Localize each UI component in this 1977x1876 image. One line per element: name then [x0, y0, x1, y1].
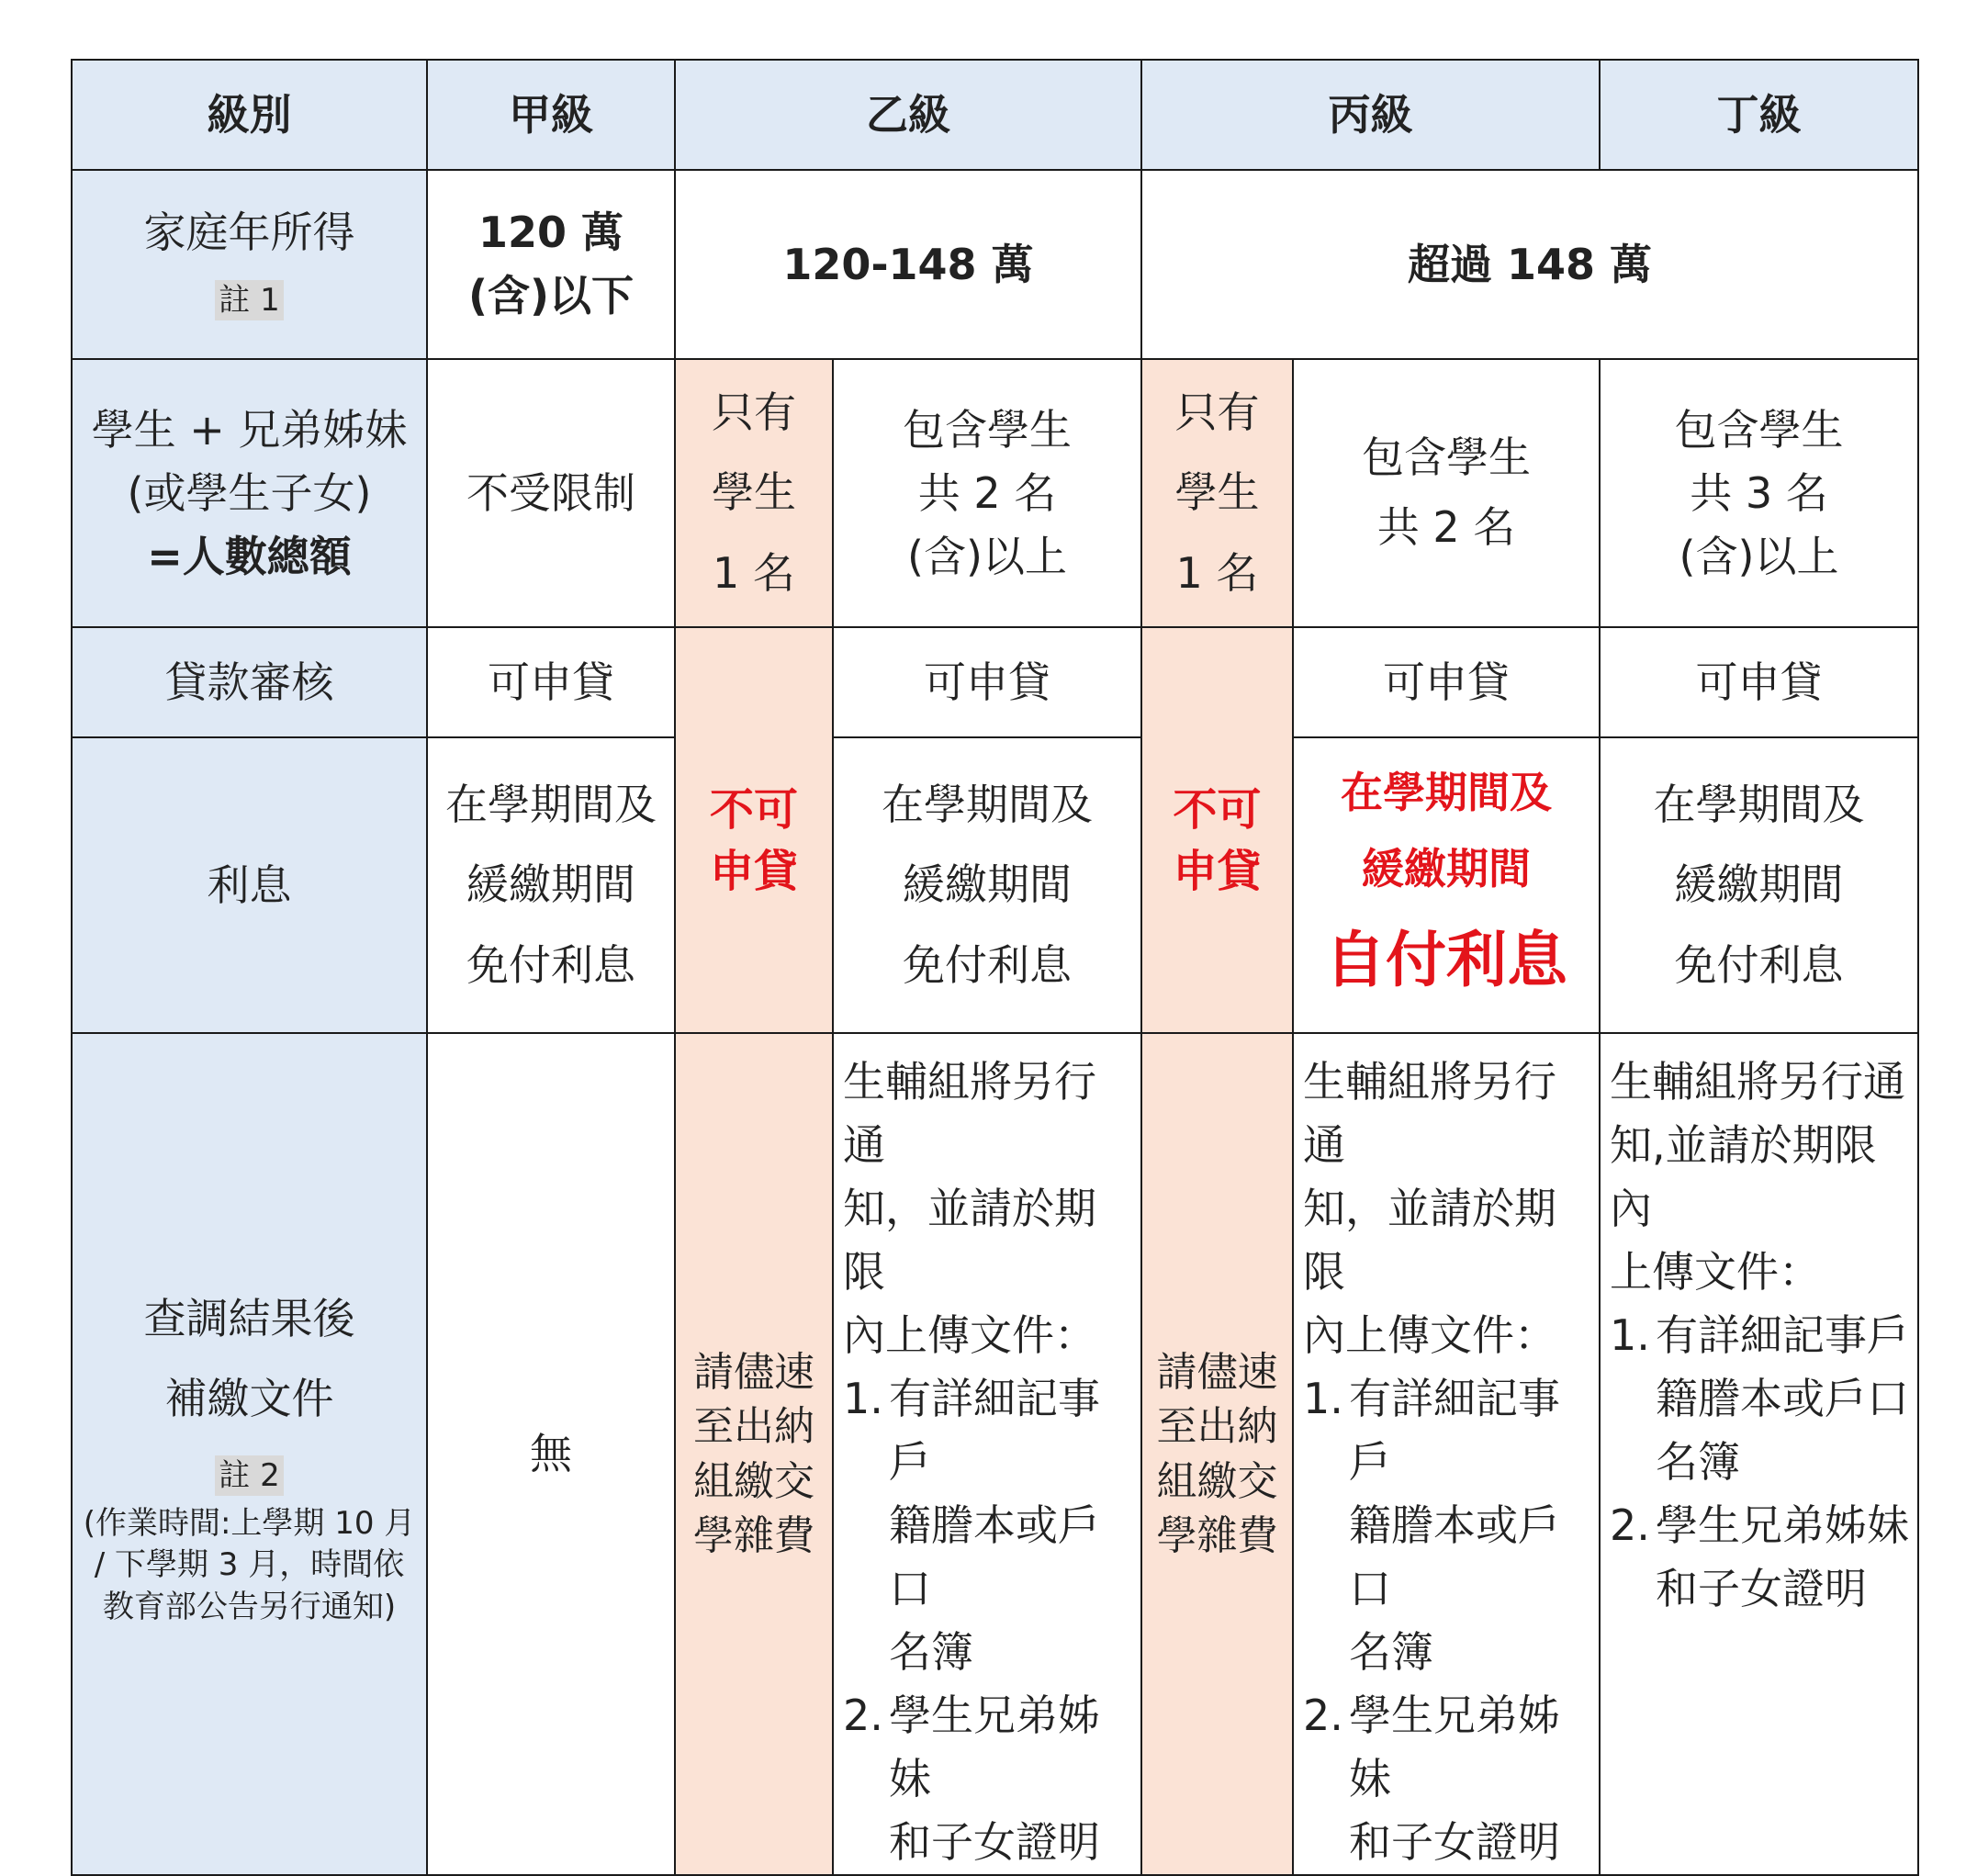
docs-c-pay-line1: 請儘速	[1156, 1348, 1278, 1396]
interest-b-line2: 緩繳期間	[903, 859, 1072, 910]
docs-b-item2-num: 2.	[843, 1691, 883, 1740]
docs-c-item2-num: 2.	[1303, 1691, 1343, 1740]
docs-b-item2-line2: 和子女證明	[889, 1817, 1100, 1867]
docs-c-pay-line2: 至出納	[1156, 1403, 1278, 1451]
interest-c-cell	[1293, 737, 1600, 1033]
docs-d-item2-num: 2.	[1610, 1500, 1650, 1550]
docs-d-item2	[1610, 1494, 1910, 1621]
docs-d-item2-line1: 學生兄弟姊妹	[1656, 1500, 1909, 1550]
docs-c-pay-cell	[1141, 1033, 1293, 1875]
docs-d-notice-line1: 生輔組將另行通	[1610, 1057, 1905, 1107]
count-d-line2: 共 3 名	[1690, 467, 1828, 518]
count-d-line3: (含)以上	[1679, 531, 1839, 581]
docs-c-notice-line2: 知，並請於期限	[1303, 1184, 1556, 1297]
count-row	[72, 359, 1918, 627]
interest-a-cell	[427, 737, 675, 1033]
docs-b-notice-line1: 生輔組將另行通	[843, 1057, 1096, 1170]
count-d-line1: 包含學生	[1674, 404, 1844, 455]
interest-a-line3: 免付利息	[466, 939, 635, 990]
header-level-c: 丙級	[1141, 60, 1600, 170]
review-c-no-line1: 不可	[1173, 784, 1262, 836]
income-row	[72, 170, 1918, 359]
header-level-a: 甲級	[427, 60, 675, 170]
docs-b-item1-num: 1.	[843, 1374, 883, 1423]
docs-c-item2	[1303, 1684, 1591, 1874]
docs-c-pay-line4: 學雜費	[1156, 1511, 1278, 1559]
docs-c-item1-line1: 有詳細記事戶	[1349, 1374, 1560, 1487]
income-b: 120-148 萬	[675, 170, 1141, 359]
docs-d-item1-line2: 籍謄本或戶口	[1656, 1374, 1909, 1423]
docs-b-pay-line2: 至出納	[693, 1403, 814, 1451]
docs-b-item2-line1: 學生兄弟姊妹	[889, 1691, 1100, 1803]
docs-b-item1-line1: 有詳細記事戶	[889, 1374, 1100, 1487]
docs-label-cell	[72, 1033, 427, 1875]
docs-b-pay-line4: 學雜費	[693, 1511, 814, 1559]
review-b-no-cell	[675, 627, 833, 1033]
header-level-d: 丁級	[1600, 60, 1918, 170]
income-a-cell	[427, 170, 675, 359]
count-c1-line1: 只有	[1174, 387, 1260, 437]
count-b1-line3: 1 名	[713, 547, 795, 598]
review-row	[72, 627, 1918, 737]
interest-a-line2: 緩繳期間	[466, 859, 635, 910]
docs-b-pay-cell	[675, 1033, 833, 1875]
count-label-cell	[72, 359, 427, 627]
income-cd: 超過 148 萬	[1141, 170, 1918, 359]
review-d: 可申貸	[1600, 627, 1918, 737]
docs-d-notice-cell	[1600, 1033, 1918, 1875]
count-label-line2: (或學生子女)	[127, 467, 372, 518]
interest-b-line1: 在學期間及	[882, 779, 1093, 829]
income-note: 註 1	[215, 280, 283, 320]
count-c2-line1: 包含學生	[1362, 432, 1531, 483]
docs-b-item1-line3: 名簿	[889, 1627, 973, 1677]
docs-a: 無	[427, 1033, 675, 1875]
interest-c-line2: 緩繳期間	[1362, 843, 1531, 893]
docs-label-small3: 教育部公告另行通知)	[102, 1589, 397, 1626]
interest-b-line3: 免付利息	[903, 939, 1072, 990]
docs-d-item2-line2: 和子女證明	[1656, 1564, 1867, 1613]
review-b2: 可申貸	[833, 627, 1141, 737]
count-c1-cell	[1141, 359, 1293, 627]
count-b2-line3: (含)以上	[907, 531, 1067, 581]
count-b1-line1: 只有	[712, 387, 796, 437]
docs-row	[72, 1033, 1918, 1875]
docs-c-item1-line2: 籍謄本或戶口	[1349, 1500, 1560, 1613]
docs-b-pay-line3: 組繳交	[693, 1457, 814, 1505]
docs-c-notice-cell	[1293, 1033, 1600, 1875]
docs-c-item1-num: 1.	[1303, 1374, 1343, 1423]
count-b2-line2: 共 2 名	[917, 467, 1057, 518]
count-label-line3: =人數總額	[147, 531, 352, 581]
interest-c-line3: 自付利息	[1325, 925, 1567, 996]
income-label-cell	[72, 170, 427, 359]
docs-label-line2: 補繳文件	[164, 1374, 334, 1424]
count-c2-line2: 共 2 名	[1376, 502, 1516, 552]
header-row	[72, 60, 1918, 170]
interest-label: 利息	[72, 737, 427, 1033]
income-a-line2: (含)以下	[467, 271, 635, 320]
count-b1-line2: 學生	[712, 467, 796, 518]
interest-d-line3: 免付利息	[1674, 939, 1844, 990]
review-label: 貸款審核	[72, 627, 427, 737]
docs-b-item1-line2: 籍謄本或戶口	[889, 1500, 1100, 1613]
loan-eligibility-table	[71, 59, 1919, 1876]
docs-b-notice-line3: 內上傳文件：	[843, 1310, 1096, 1360]
review-c2: 可申貸	[1293, 627, 1600, 737]
review-a: 可申貸	[427, 627, 675, 737]
review-c-no-line2: 申貸	[1173, 846, 1262, 898]
docs-c-pay-line3: 組繳交	[1156, 1457, 1278, 1505]
interest-d-line1: 在學期間及	[1653, 779, 1865, 829]
interest-c-line1: 在學期間及	[1341, 767, 1552, 817]
count-c1-line2: 學生	[1174, 467, 1260, 518]
header-level-label: 級別	[72, 60, 427, 170]
docs-c-item1-line3: 名簿	[1349, 1627, 1433, 1677]
docs-d-item1-line3: 名簿	[1656, 1437, 1740, 1487]
count-b2-line1: 包含學生	[903, 404, 1072, 455]
docs-b-pay-line1: 請儘速	[693, 1348, 814, 1396]
review-b-no-line2: 申貸	[709, 846, 798, 898]
docs-b-item1	[843, 1367, 1133, 1684]
docs-d-item1-num: 1.	[1610, 1310, 1650, 1360]
docs-label-small1: (作業時間:上學期 10 月	[83, 1504, 416, 1542]
interest-d-line2: 緩繳期間	[1674, 859, 1844, 910]
docs-b-notice-line2: 知，並請於期限	[843, 1184, 1096, 1297]
income-label: 家庭年所得	[143, 208, 355, 257]
interest-d-cell	[1600, 737, 1918, 1033]
interest-row	[72, 737, 1918, 1033]
docs-d-notice-line3: 上傳文件：	[1610, 1247, 1821, 1297]
count-b2-cell	[833, 359, 1141, 627]
review-b-no-line1: 不可	[709, 784, 798, 836]
docs-d-notice-line2: 知,並請於期限內	[1610, 1120, 1877, 1233]
docs-c-notice-line1: 生輔組將另行通	[1303, 1057, 1556, 1170]
docs-label-small2: / 下學期 3 月，時間依	[94, 1546, 405, 1584]
docs-c-item2-line1: 學生兄弟姊妹	[1349, 1691, 1560, 1803]
count-d-cell	[1600, 359, 1918, 627]
count-b1-cell	[675, 359, 833, 627]
docs-c-item2-line2: 和子女證明	[1349, 1817, 1560, 1867]
review-c-no-cell	[1141, 627, 1293, 1033]
interest-a-line1: 在學期間及	[445, 779, 657, 829]
docs-c-item1	[1303, 1367, 1591, 1684]
header-level-b: 乙級	[675, 60, 1141, 170]
count-c2-cell	[1293, 359, 1600, 627]
docs-d-item1	[1610, 1304, 1910, 1494]
interest-b-cell	[833, 737, 1141, 1033]
count-c1-line3: 1 名	[1175, 547, 1259, 598]
docs-b-item2	[843, 1684, 1133, 1874]
count-a: 不受限制	[427, 359, 675, 627]
docs-c-notice-line3: 內上傳文件：	[1303, 1310, 1556, 1360]
docs-note: 註 2	[215, 1455, 283, 1496]
income-a-line1: 120 萬	[477, 208, 624, 257]
docs-label-line1: 查調結果後	[143, 1293, 355, 1343]
count-label-line1: 學生 + 兄弟姊妹	[91, 404, 408, 455]
docs-d-item1-line1: 有詳細記事戶	[1656, 1310, 1909, 1360]
docs-b-notice-cell	[833, 1033, 1141, 1875]
